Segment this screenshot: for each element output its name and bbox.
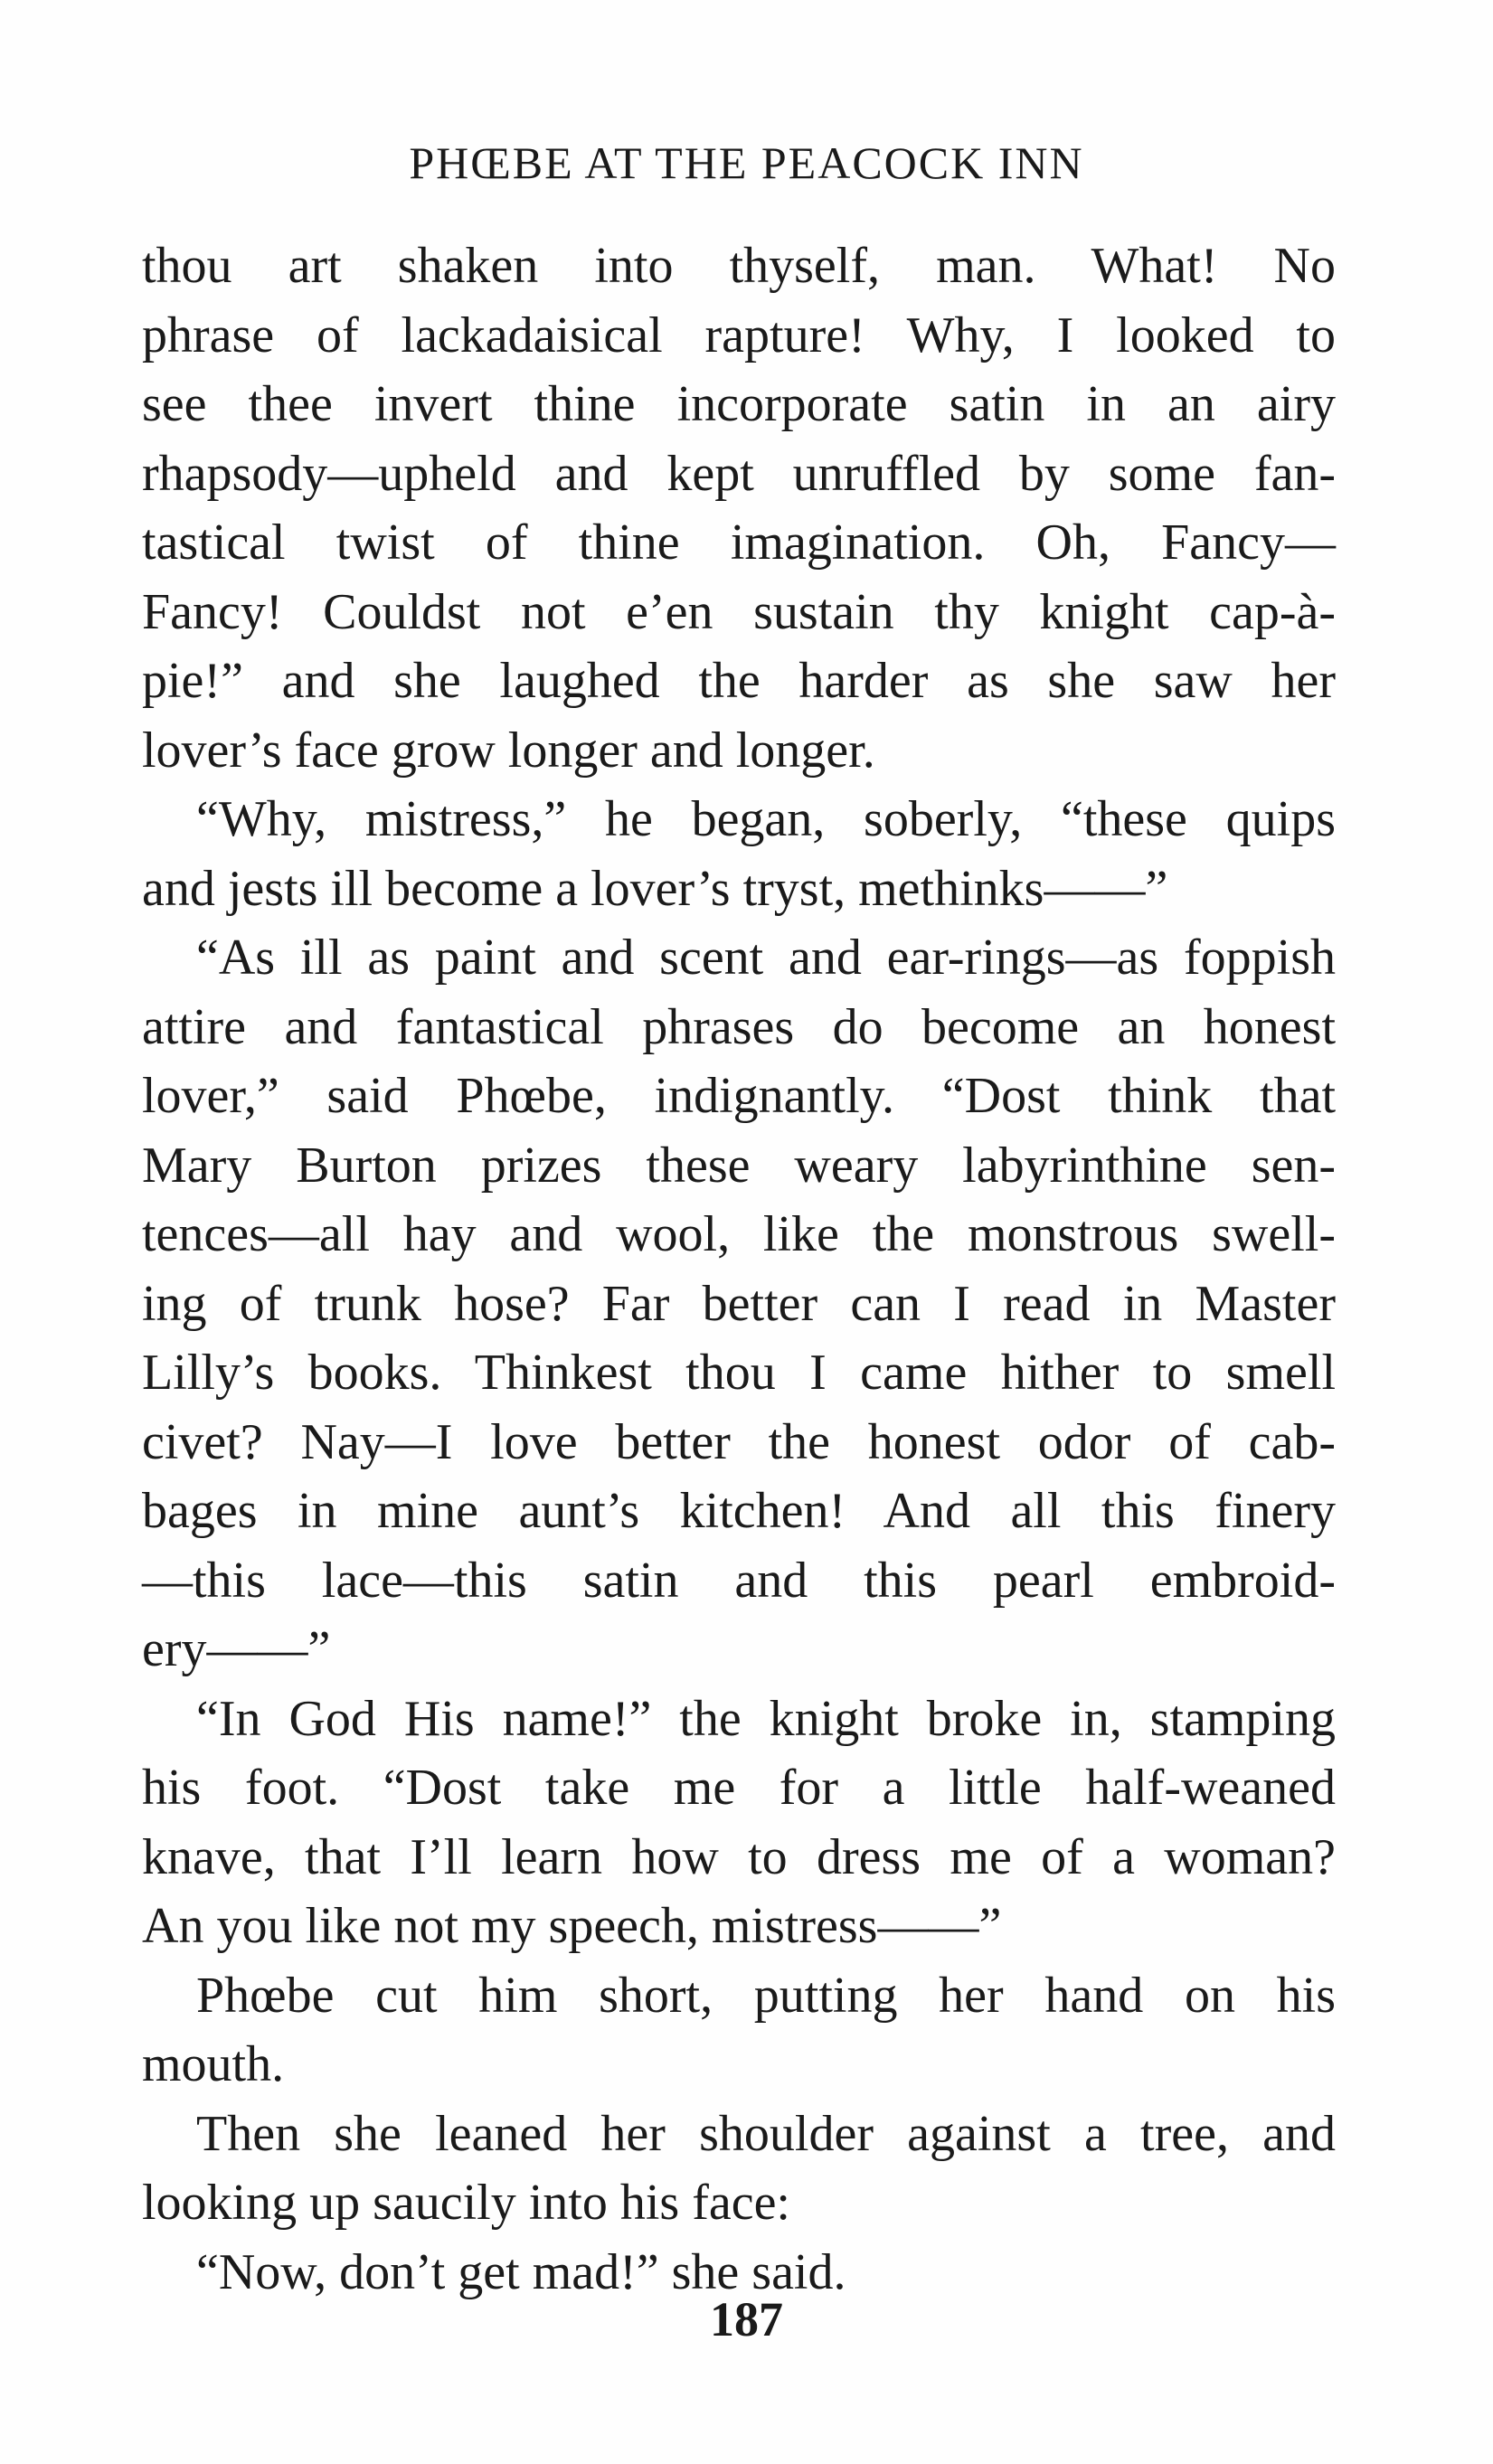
text-line: attire and fantastical phrases do become an honest bbox=[142, 998, 1336, 1055]
text-line: “Now, don’t get mad!” she said. bbox=[196, 2243, 846, 2300]
text-line: An you like not my speech, mistress——” bbox=[142, 1898, 1002, 1954]
text-line: looking up saucily into his face: bbox=[142, 2175, 790, 2231]
text-line: knave, that I’ll learn how to dress me of a woman? bbox=[142, 1828, 1336, 1885]
text-line: rhapsody—upheld and kept unruffled by some fan- bbox=[142, 445, 1336, 502]
text-line: Then she leaned her shoulder against a tree, and bbox=[196, 2105, 1336, 2162]
body-text bbox=[142, 231, 1336, 2307]
page-number: 187 bbox=[710, 2292, 783, 2346]
text-line: Phœbe cut him short, putting her hand on his bbox=[196, 1967, 1336, 2024]
text-line: lover’s face grow longer and longer. bbox=[142, 722, 875, 779]
text-line: civet? Nay—I love better the honest odor of cab- bbox=[142, 1413, 1336, 1470]
text-line: tastical twist of thine imagination. Oh, Fancy— bbox=[142, 515, 1336, 571]
text-line: tences—all hay and wool, like the monstrous swell- bbox=[142, 1206, 1336, 1262]
text-line: Fancy! Couldst not e’en sustain thy knight cap-à- bbox=[142, 583, 1336, 640]
text-line: ery——” bbox=[142, 1621, 331, 1677]
text-line: “Why, mistress,” he began, soberly, “these quips bbox=[196, 791, 1336, 847]
text-line: lover,” said Phœbe, indignantly. “Dost think that bbox=[142, 1068, 1336, 1124]
text-line: his foot. “Dost take me for a little half-weaned bbox=[142, 1760, 1336, 1816]
text-line: pie!” and she laughed the harder as she saw her bbox=[142, 653, 1336, 709]
text-line: phrase of lackadaisical rapture! Why, I looked to bbox=[142, 307, 1336, 363]
text-line: see thee invert thine incorporate satin in an airy bbox=[142, 376, 1336, 432]
text-line: mouth. bbox=[142, 2036, 285, 2092]
text-line: thou art shaken into thyself, man. What! No bbox=[142, 238, 1336, 294]
text-line: and jests ill become a lover’s tryst, methinks——” bbox=[142, 860, 1168, 917]
text-line: Mary Burton prizes these weary labyrinthine sen- bbox=[142, 1137, 1336, 1194]
text-line: “As ill as paint and scent and ear-rings—as foppish bbox=[196, 930, 1336, 986]
text-line: —this lace—this satin and this pearl embroid- bbox=[142, 1552, 1336, 1609]
text-line: ing of trunk hose? Far better can I read in Master bbox=[142, 1275, 1336, 1332]
running-head-title: PHŒBE AT THE PEACOCK INN bbox=[409, 137, 1084, 188]
text-line: Lilly’s books. Thinkest thou I came hither to smell bbox=[142, 1345, 1336, 1401]
text-line: bages in mine aunt’s kitchen! And all this finery bbox=[142, 1483, 1336, 1539]
text-line: “In God His name!” the knight broke in, stamping bbox=[196, 1690, 1336, 1747]
